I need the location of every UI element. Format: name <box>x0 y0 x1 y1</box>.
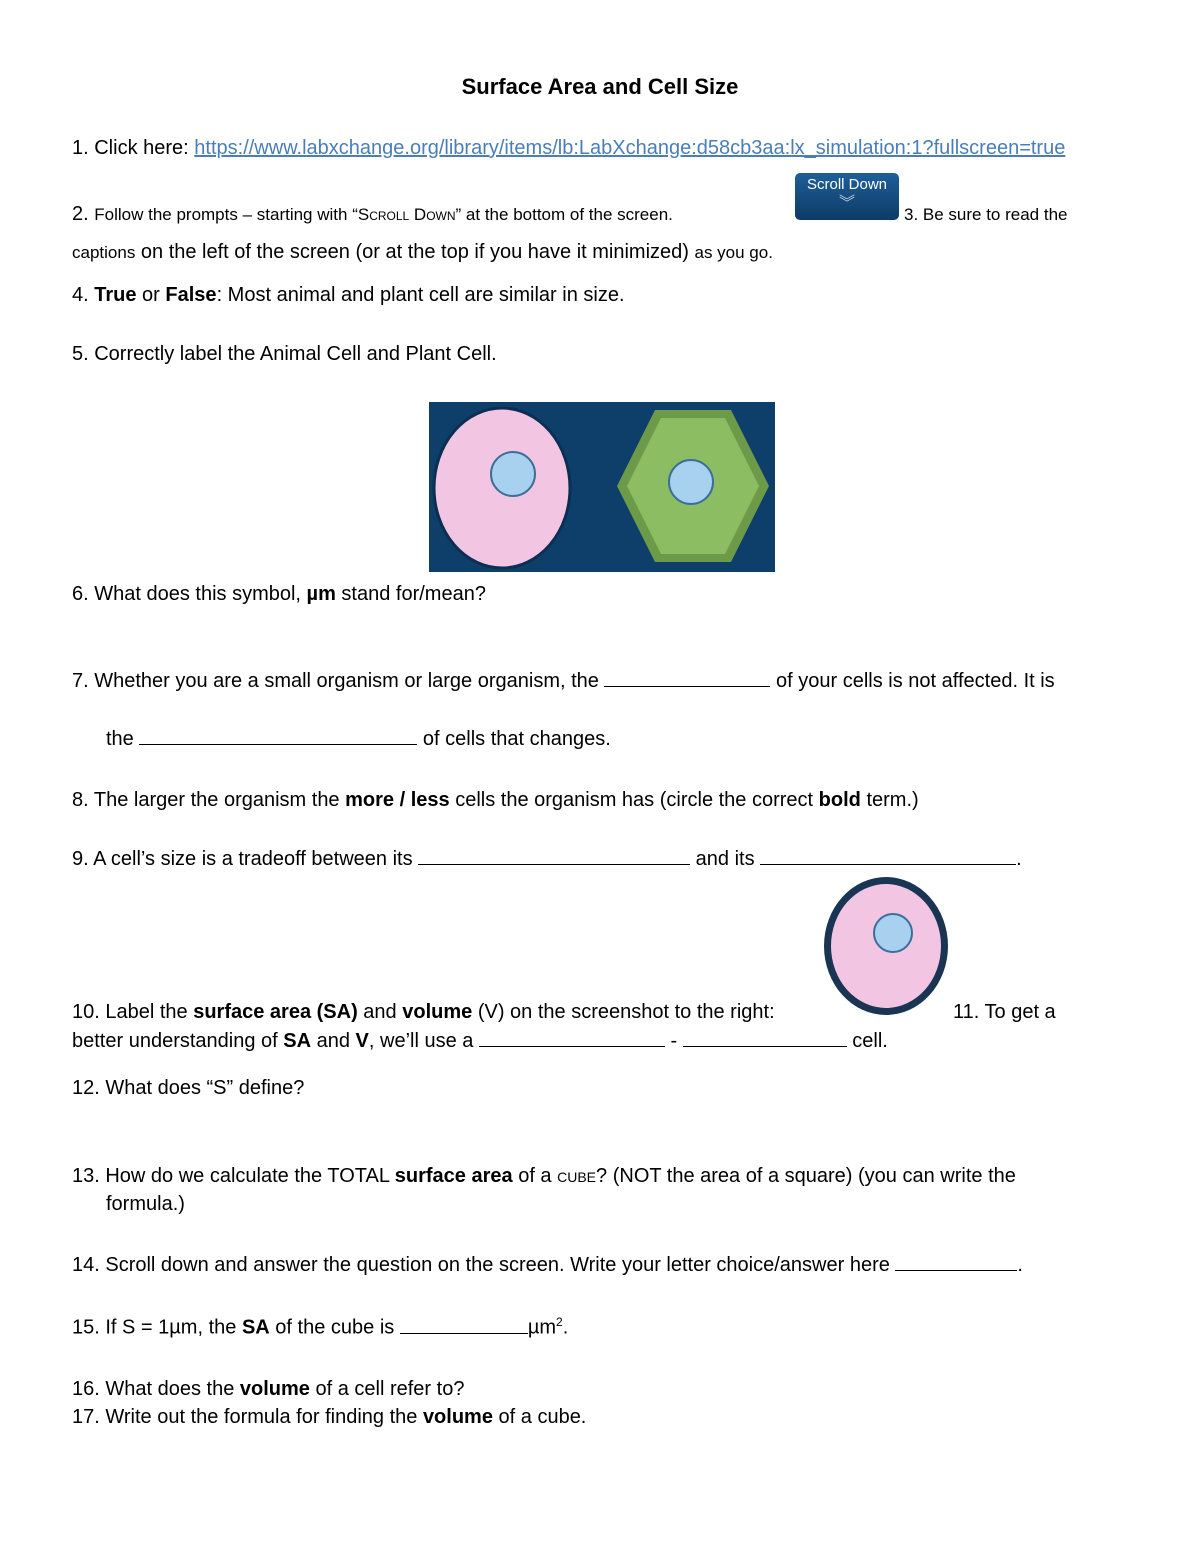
q14-text-a: 14. Scroll down and answer the question on the screen. Write your letter choice/answer here <box>72 1254 896 1276</box>
cell-screenshot-image <box>820 874 954 1020</box>
q2-number: 2. <box>72 203 89 225</box>
q3-cont-a: captions <box>72 243 136 262</box>
q2-scroll-down-text: Scroll Down <box>357 205 456 224</box>
question-7-continued <box>106 724 611 753</box>
page-title: Surface Area and Cell Size <box>461 74 739 99</box>
question-10 <box>72 998 775 1026</box>
q17-text-a: 17. Write out the formula for finding the <box>72 1406 423 1428</box>
plant-cell-nucleus <box>669 460 713 504</box>
q9-text-b: and its <box>690 848 761 870</box>
q11-v: V <box>355 1030 369 1052</box>
q7-text-b: of your cells is not affected. It is <box>770 670 1055 692</box>
q16-text-a: 16. What does the <box>72 1378 240 1400</box>
question-11 <box>72 1026 888 1055</box>
q10-volume: volume <box>402 1001 473 1023</box>
q2-text-b: ” at the bottom of the screen. <box>455 205 673 224</box>
scroll-down-button[interactable] <box>795 173 899 220</box>
q10-text-c: (V) on the screenshot to the right: <box>472 1001 775 1023</box>
q11-blank-1[interactable] <box>479 1026 665 1047</box>
q6-text-b: stand for/mean? <box>335 583 486 605</box>
q8-text-c: term.) <box>860 789 919 811</box>
q6-symbol: µm <box>306 583 336 605</box>
question-17 <box>72 1403 586 1431</box>
q9-text-c: . <box>1016 848 1022 870</box>
q11-sa: SA <box>283 1030 312 1052</box>
q6-text-a: 6. What does this symbol, <box>72 583 307 605</box>
q16-text-b: of a cell refer to? <box>309 1378 465 1400</box>
question-7 <box>72 666 1055 695</box>
q11-and: and <box>311 1030 356 1052</box>
question-15 <box>72 1308 568 1342</box>
q8-bold-word: bold <box>818 789 861 811</box>
question-5: 5. Correctly label the Animal Cell and Plant Cell. <box>72 343 497 365</box>
q10-surface-area: surface area (SA) <box>193 1001 358 1023</box>
q14-text-b: . <box>1017 1254 1023 1276</box>
q8-text-b: cells the organism has (circle the correct <box>449 789 819 811</box>
q13-text-b: of a <box>512 1165 558 1187</box>
q7-text-d: of cells that changes. <box>417 728 611 750</box>
q15-blank[interactable] <box>400 1313 528 1334</box>
q11-dash: - <box>664 1030 683 1052</box>
question-9 <box>72 844 1022 873</box>
q13-cube: cube <box>557 1165 597 1187</box>
q15-text-c: . <box>562 1316 569 1339</box>
q16-volume: volume <box>239 1378 310 1400</box>
q9-blank-2[interactable] <box>760 844 1016 865</box>
question-4 <box>72 281 625 309</box>
q8-text-a: 8. The larger the organism the <box>72 789 346 811</box>
q13-text-c: ? (NOT the area of a square) (you can write the <box>596 1165 1016 1187</box>
question-3-continued <box>72 238 773 267</box>
q13-surface-area: surface area <box>394 1165 513 1187</box>
q7-blank-2[interactable] <box>139 724 417 745</box>
q15-text-b: of the cube is <box>269 1316 400 1339</box>
simulation-link[interactable]: https://www.labxchange.org/library/items/lb:LabXchange:d58cb3aa:lx_simulation:1?fullscreen=true <box>194 137 1066 159</box>
q15-text-a: 15. If S = 1µm, the <box>72 1316 242 1339</box>
q4-false: False <box>165 284 217 306</box>
q9-text-a: 9. A cell’s size is a tradeoff between its <box>72 848 419 870</box>
question-3-start <box>904 200 1068 229</box>
q7-text-a: 7. Whether you are a small organism or large organism, the <box>72 670 605 692</box>
q11-text-b: better understanding of <box>72 1030 284 1052</box>
q10-text-a: 10. Label the <box>72 1001 194 1023</box>
question-2 <box>72 200 673 229</box>
q17-text-b: of a cube. <box>492 1406 587 1428</box>
q4-number: 4. <box>72 284 89 306</box>
q13-text-a: 13. How do we calculate the TOTAL <box>72 1165 395 1187</box>
q3-start: 3. Be sure to read the <box>904 205 1068 224</box>
question-13 <box>72 1162 1016 1190</box>
q7-blank-1[interactable] <box>604 666 770 687</box>
q3-cont-b: on the left of the screen (or at the top if you have it minimized) <box>135 241 695 263</box>
q7-text-c: the <box>106 728 140 750</box>
question-11-start: 11. To get a <box>953 1001 1056 1023</box>
question-8 <box>72 786 919 814</box>
q8-more-less[interactable]: more / less <box>345 789 450 811</box>
q11-blank-2[interactable] <box>683 1026 847 1047</box>
q9-blank-1[interactable] <box>418 844 690 865</box>
question-1 <box>72 134 1065 162</box>
question-12: 12. What does “S” define? <box>72 1077 305 1099</box>
q2-text-a: Follow the prompts – starting with “ <box>94 205 358 224</box>
q1-prefix: 1. Click here: <box>72 137 189 159</box>
double-chevron-down-icon: ︾ <box>838 195 855 212</box>
scroll-down-label: Scroll Down <box>806 176 888 193</box>
q3-cont-c: as you go. <box>694 243 773 262</box>
q14-blank[interactable] <box>895 1250 1017 1271</box>
q11-text-d: cell. <box>846 1030 888 1052</box>
q10-text-b: and <box>357 1001 403 1023</box>
animal-cell-nucleus <box>491 452 535 496</box>
question-6 <box>72 580 486 608</box>
question-16 <box>72 1375 464 1403</box>
q15-unit: µm <box>527 1316 557 1339</box>
q17-volume: volume <box>422 1406 493 1428</box>
q15-superscript: 2 <box>556 1315 563 1329</box>
q4-text: : Most animal and plant cell are similar in size. <box>216 284 625 306</box>
q4-or: or <box>136 284 166 306</box>
q4-true: True <box>94 284 137 306</box>
q11-text-c: , we’ll use a <box>368 1030 479 1052</box>
animal-plant-cell-image <box>429 402 775 572</box>
question-14 <box>72 1250 1023 1279</box>
question-13-continued: formula.) <box>106 1193 185 1215</box>
q15-sa: SA <box>241 1316 270 1339</box>
cell-nucleus <box>874 914 912 952</box>
